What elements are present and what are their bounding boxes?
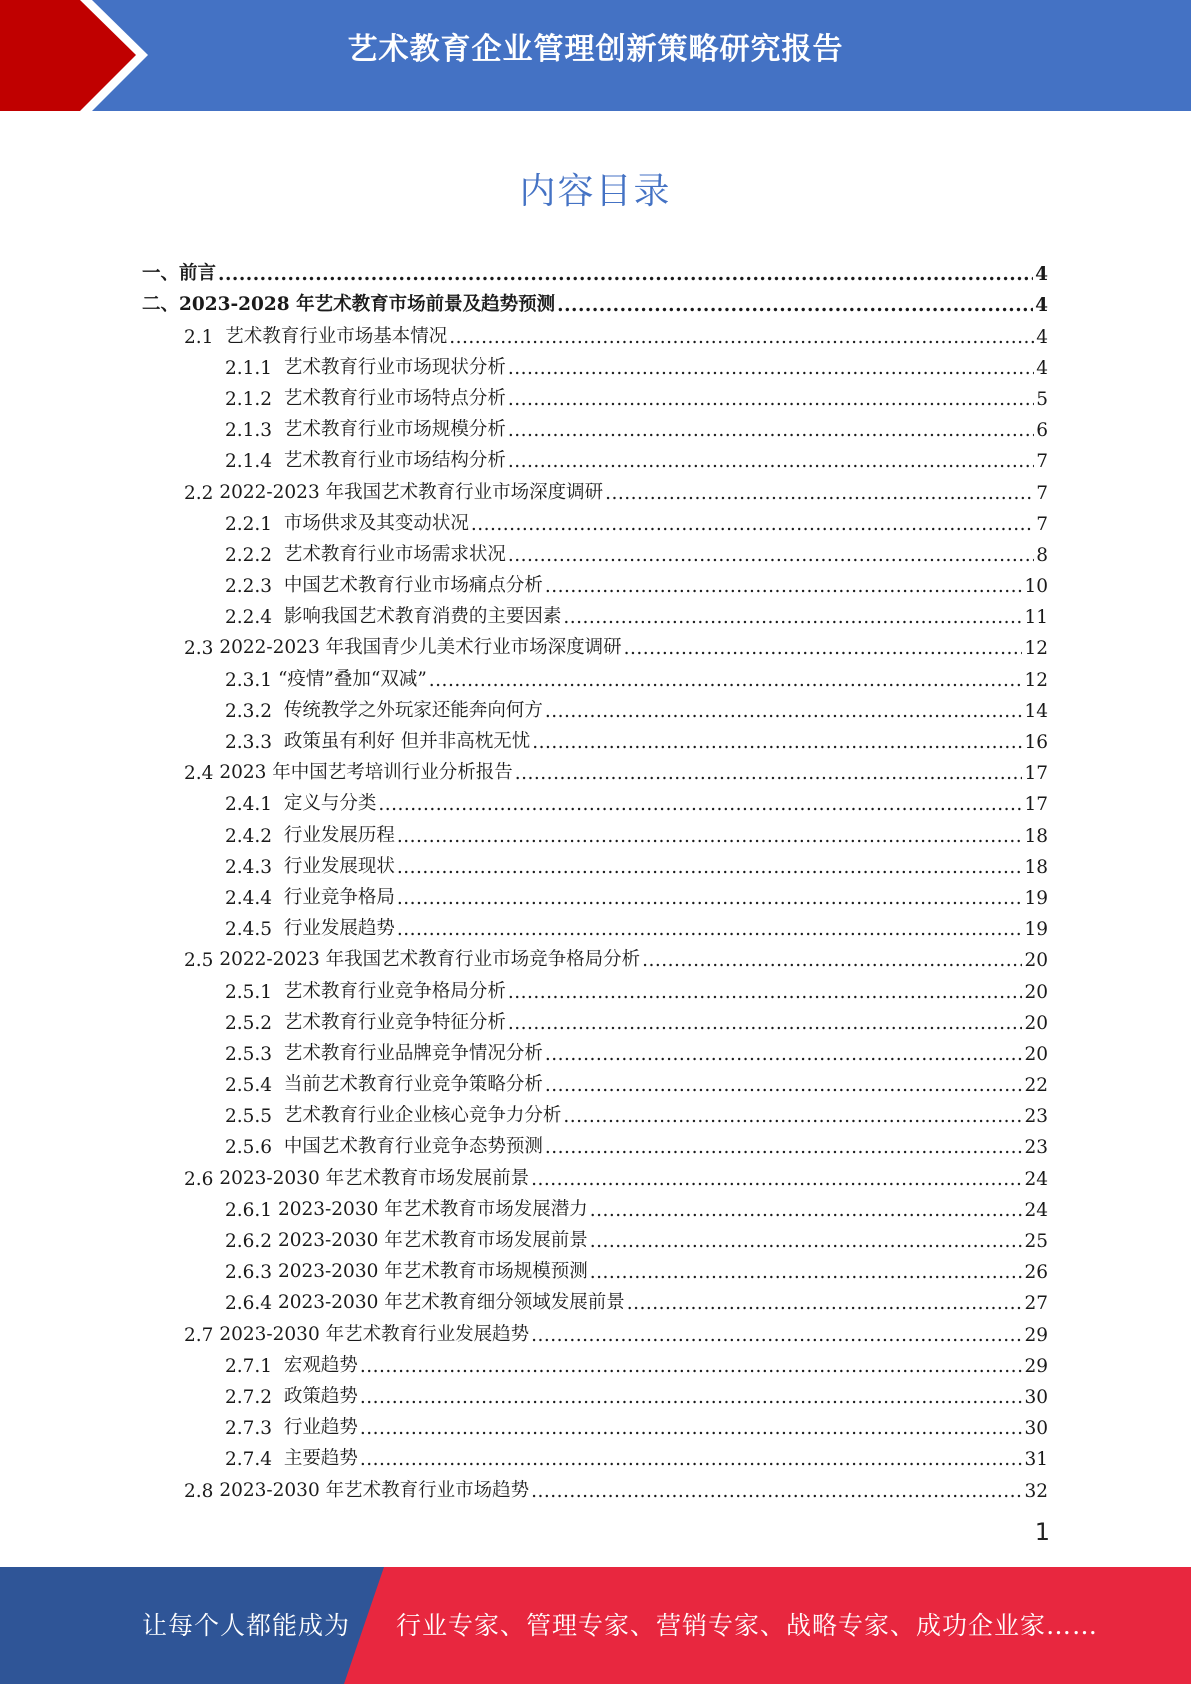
toc-entry-page: 20 (1024, 950, 1048, 972)
toc-entry[interactable] (142, 815, 1048, 846)
toc-leader-dots (378, 794, 1022, 815)
toc-entry[interactable] (142, 566, 1048, 597)
toc-entry-title: 行业竞争格局 (283, 886, 395, 908)
toc-entry[interactable] (142, 847, 1048, 878)
toc-leader-dots (545, 1044, 1023, 1065)
toc-entry-title: 2023-2030 年艺术教育市场发展前景 (219, 1167, 530, 1189)
toc-entry-number: 2.1 (184, 326, 226, 348)
toc-entry-page: 27 (1024, 1293, 1048, 1315)
toc-entry-title: 前言 (179, 263, 217, 285)
toc-entry-number: 2.4.1 (225, 794, 284, 816)
toc-leader-dots (563, 1106, 1022, 1127)
toc-entry-number: 2.4.3 (225, 856, 284, 878)
toc-entry-title: 2023-2030 年艺术教育市场发展前景 (277, 1230, 588, 1251)
toc-entry-page: 6 (1036, 420, 1048, 442)
toc-leader-dots (508, 1013, 1023, 1034)
toc-leader-dots (605, 483, 1034, 504)
toc-entry-title: 艺术教育行业企业核心竞争力分析 (283, 1105, 562, 1127)
toc-entry-page: 19 (1024, 919, 1048, 941)
toc-entry-number: 2.5.2 (225, 1012, 284, 1034)
toc-entry-number: 2.7.2 (225, 1386, 284, 1408)
toc-leader-dots (471, 514, 1034, 535)
toc-leader-dots (590, 1200, 1023, 1221)
toc-entry-number: 2.6.2 (225, 1231, 278, 1252)
toc-entry-number: 2.3.3 (225, 732, 284, 753)
toc-entry-title: 艺术教育行业市场规模分析 (283, 419, 506, 441)
toc-entry[interactable] (142, 971, 1048, 1002)
footer-slogan-left: 让每个人都能成为 (142, 1611, 351, 1640)
toc-leader-dots (624, 638, 1023, 659)
footer-banner (0, 1567, 1191, 1684)
toc-entry-title: 2023-2028 年艺术教育市场前景及趋势预测 (179, 294, 556, 316)
toc-entry-page: 24 (1024, 1168, 1048, 1190)
toc-entry-page: 29 (1024, 1355, 1048, 1377)
toc-entry-page: 5 (1036, 388, 1048, 410)
toc-entry[interactable] (142, 597, 1048, 628)
toc-entry-title: 2022-2023 年我国青少儿美术行业市场深度调研 (219, 637, 622, 659)
toc-entry-number: 2.4 (184, 763, 220, 785)
toc-entry-title: 中国艺术教育行业竞争态势预测 (283, 1136, 543, 1158)
toc-entry-title: 政策虽有利好 但并非高枕无忧 (283, 731, 531, 752)
toc-entry-number: 2.5.1 (225, 981, 284, 1003)
toc-entry-page: 19 (1024, 887, 1048, 909)
toc-entry-number: 2.3.2 (225, 700, 284, 722)
toc-entry-page: 10 (1024, 576, 1048, 598)
toc-entry-page: 7 (1036, 451, 1048, 473)
toc-entry-title: 2023-2030 年艺术教育细分领域发展前景 (277, 1292, 625, 1314)
toc-leader-dots (531, 1325, 1022, 1346)
toc-entry-page: 4 (1035, 295, 1048, 317)
toc-leader-dots (515, 763, 1023, 784)
toc-leader-dots (508, 389, 1034, 410)
toc-entry-page: 20 (1024, 981, 1048, 1003)
toc-entry-number: 2.5.6 (225, 1137, 284, 1159)
toc-leader-dots (545, 576, 1023, 597)
toc-entry-number: 2.3 (184, 638, 220, 660)
toc-entry[interactable] (142, 504, 1048, 535)
toc-leader-dots (557, 295, 1033, 316)
toc-entry-number: 2.6.3 (225, 1262, 278, 1284)
toc-entry-page: 30 (1024, 1386, 1048, 1408)
toc-entry-page: 24 (1024, 1199, 1048, 1221)
toc-entry[interactable] (142, 1470, 1048, 1501)
toc-entry-page: 20 (1024, 1043, 1048, 1065)
toc-entry-number: 2.2.4 (225, 607, 284, 629)
footer-slogan-right: 行业专家、管理专家、营销专家、战略专家、成功企业家…… (396, 1611, 1099, 1640)
toc-entry-title: 2023 年中国艺考培训行业分析报告 (219, 762, 513, 784)
toc-entry[interactable] (142, 254, 1048, 285)
toc-entry-title: 艺术教育行业市场需求状况 (283, 543, 506, 565)
toc-entry-title: 行业趋势 (283, 1417, 358, 1439)
toc-entry-title: 当前艺术教育行业竞争策略分析 (283, 1074, 543, 1096)
toc-entry-page: 32 (1024, 1480, 1048, 1502)
toc-leader-dots (218, 264, 1033, 285)
toc-entry[interactable] (142, 1096, 1048, 1127)
toc-leader-dots (397, 826, 1023, 847)
toc-leader-dots (627, 1293, 1023, 1314)
toc-entry-number: 2.5.3 (225, 1043, 284, 1065)
toc-entry-title: 艺术教育行业竞争格局分析 (283, 980, 506, 1002)
toc-leader-dots (531, 1481, 1022, 1502)
toc-leader-dots (508, 982, 1023, 1003)
toc-entry[interactable] (142, 316, 1048, 347)
toc-entry[interactable] (142, 1408, 1048, 1439)
toc-leader-dots (531, 1169, 1022, 1190)
toc-entry-title: 2023-2030 年艺术教育行业发展趋势 (219, 1323, 530, 1345)
toc-entry-page: 4 (1035, 264, 1048, 286)
toc-leader-dots (642, 950, 1022, 971)
toc-entry-number: 2.1.2 (225, 388, 284, 410)
toc-entry-number: 2.2 (184, 482, 220, 504)
toc-entry[interactable] (142, 909, 1048, 940)
toc-entry-page: 20 (1024, 1012, 1048, 1034)
toc-entry[interactable] (142, 1065, 1048, 1096)
toc-leader-dots (563, 607, 1022, 628)
toc-entry-number: 2.2.3 (225, 576, 284, 598)
toc-entry[interactable] (142, 1034, 1048, 1065)
toc-entry[interactable] (142, 1439, 1048, 1470)
toc-entry[interactable] (142, 628, 1048, 659)
toc-entry-page: 7 (1036, 513, 1048, 535)
toc-entry[interactable] (142, 1221, 1048, 1252)
toc-entry-number: 2.7.3 (225, 1418, 284, 1440)
toc-entry-title: 宏观趋势 (283, 1354, 358, 1376)
toc-entry-number: 2.5.4 (225, 1075, 284, 1097)
toc-entry[interactable] (142, 1314, 1048, 1345)
report-title: 艺术教育企业管理创新策略研究报告 (347, 32, 844, 67)
toc-entry[interactable] (142, 1003, 1048, 1034)
toc-entry-title: 艺术教育行业品牌竞争情况分析 (283, 1042, 543, 1064)
toc-entry[interactable] (142, 878, 1048, 909)
toc-entry-title: 市场供求及其变动状况 (283, 512, 469, 534)
toc-entry-number: 2.2.1 (225, 513, 284, 535)
toc-entry[interactable] (142, 659, 1048, 690)
toc-leader-dots (532, 732, 1022, 753)
toc-entry-page: 4 (1036, 326, 1048, 348)
toc-entry-page: 25 (1024, 1231, 1048, 1252)
toc-leader-dots (397, 857, 1023, 878)
toc-leader-dots (545, 1137, 1023, 1158)
toc-entry-title: 政策趋势 (283, 1385, 358, 1407)
toc-entry-number: 2.1.4 (225, 451, 284, 473)
toc-leader-dots (508, 358, 1034, 379)
toc-entry-page: 23 (1024, 1106, 1048, 1128)
toc-entry-page: 12 (1024, 669, 1048, 691)
toc-entry-number: 二、 (142, 294, 180, 316)
toc-leader-dots (545, 1075, 1023, 1096)
toc-leader-dots (508, 420, 1034, 441)
toc-entry[interactable] (142, 753, 1048, 784)
toc-entry[interactable] (142, 1377, 1048, 1408)
toc-leader-dots (508, 451, 1034, 472)
toc-entry-title: 艺术教育行业市场现状分析 (283, 356, 506, 378)
toc-leader-dots (508, 545, 1034, 566)
toc-entry-title: 行业发展历程 (283, 824, 395, 846)
toc-entry-page: 26 (1024, 1262, 1048, 1284)
toc-entry[interactable] (142, 1127, 1048, 1158)
toc-entry-title: 影响我国艺术教育消费的主要因素 (283, 606, 562, 628)
toc-entry-title: 传统教学之外玩家还能奔向何方 (283, 699, 543, 721)
toc-entry-number: 2.7 (184, 1324, 220, 1346)
table-of-contents (142, 254, 1048, 1502)
toc-entry[interactable] (142, 348, 1048, 379)
toc-entry-number: 2.1.3 (225, 420, 284, 442)
toc-entry[interactable] (142, 285, 1048, 316)
toc-entry-number: 2.3.1 (225, 669, 278, 691)
toc-entry-page: 18 (1024, 856, 1048, 878)
toc-entry-number: 2.2.2 (225, 544, 284, 566)
toc-entry-number: 2.7.1 (225, 1355, 284, 1377)
toc-entry-page: 7 (1036, 482, 1048, 504)
toc-entry-page: 29 (1024, 1324, 1048, 1346)
toc-entry[interactable] (142, 441, 1048, 472)
toc-entry-page: 16 (1024, 732, 1048, 753)
toc-entry-title: 行业发展现状 (283, 855, 395, 877)
toc-entry[interactable] (142, 410, 1048, 441)
toc-entry-page: 8 (1036, 544, 1048, 566)
toc-entry-number: 2.5 (184, 950, 220, 972)
toc-entry-title: 2022-2023 年我国艺术教育行业市场深度调研 (219, 481, 604, 503)
toc-entry-number: 2.6.1 (225, 1199, 278, 1221)
toc-leader-dots (360, 1387, 1023, 1408)
toc-entry-number: 2.5.5 (225, 1106, 284, 1128)
toc-leader-dots (360, 1418, 1023, 1439)
toc-leader-dots (360, 1449, 1023, 1470)
header-banner (0, 0, 1191, 111)
toc-entry-page: 12 (1024, 638, 1048, 660)
toc-entry[interactable] (142, 1190, 1048, 1221)
toc-entry-page: 14 (1024, 700, 1048, 722)
toc-entry[interactable] (142, 1346, 1048, 1377)
toc-entry-page: 30 (1024, 1418, 1048, 1440)
toc-entry-page: 22 (1024, 1075, 1048, 1097)
toc-entry[interactable] (142, 691, 1048, 722)
toc-entry-number: 2.4.2 (225, 825, 284, 847)
toc-leader-dots (360, 1356, 1023, 1377)
toc-entry-title: 2022-2023 年我国艺术教育行业市场竞争格局分析 (219, 949, 641, 971)
toc-entry[interactable] (142, 784, 1048, 815)
toc-entry-page: 17 (1024, 763, 1048, 785)
toc-entry-page: 23 (1024, 1137, 1048, 1159)
toc-entry-number: 一、 (142, 263, 180, 285)
toc-entry-title: 行业发展趋势 (283, 918, 395, 940)
toc-leader-dots (590, 1262, 1023, 1283)
toc-entry[interactable] (142, 722, 1048, 753)
toc-entry[interactable] (142, 1283, 1048, 1314)
toc-entry[interactable] (142, 535, 1048, 566)
toc-entry-page: 17 (1024, 794, 1048, 816)
toc-leader-dots (429, 670, 1023, 691)
toc-entry-title: 主要趋势 (283, 1448, 358, 1470)
toc-entry-number: 2.7.4 (225, 1449, 284, 1471)
toc-entry[interactable] (142, 472, 1048, 503)
toc-entry-title: 2023-2030 年艺术教育市场发展潜力 (277, 1198, 588, 1220)
toc-entry-number: 2.1.1 (225, 357, 284, 379)
toc-entry-title: 艺术教育行业市场特点分析 (283, 387, 506, 409)
toc-entry-title: 艺术教育行业市场结构分析 (283, 450, 506, 472)
toc-entry-number: 2.6 (184, 1168, 220, 1190)
toc-entry[interactable] (142, 1252, 1048, 1283)
toc-entry-number: 2.4.5 (225, 919, 284, 941)
toc-leader-dots (397, 919, 1023, 940)
toc-entry-page: 4 (1036, 357, 1048, 379)
toc-entry-title: 艺术教育行业市场基本情况 (225, 325, 448, 347)
toc-entry[interactable] (142, 940, 1048, 971)
toc-entry-title: 2023-2030 年艺术教育市场规模预测 (277, 1261, 588, 1283)
page-number: 1 (1034, 1518, 1050, 1546)
toc-entry-page: 11 (1024, 607, 1048, 629)
toc-entry-page: 31 (1024, 1449, 1048, 1471)
toc-entry[interactable] (142, 379, 1048, 410)
toc-title: 内容目录 (519, 171, 672, 212)
toc-entry[interactable] (142, 1158, 1048, 1189)
toc-entry-number: 2.6.4 (225, 1293, 278, 1315)
toc-entry-title: 定义与分类 (283, 793, 377, 815)
toc-leader-dots (397, 888, 1023, 909)
toc-entry-number: 2.8 (184, 1480, 220, 1502)
toc-entry-page: 18 (1024, 825, 1048, 847)
toc-entry-title: 艺术教育行业竞争特征分析 (283, 1011, 506, 1033)
toc-entry-title: 2023-2030 年艺术教育行业市场趋势 (219, 1479, 530, 1501)
toc-leader-dots (449, 327, 1034, 348)
toc-leader-dots (590, 1231, 1023, 1252)
toc-entry-title: 中国艺术教育行业市场痛点分析 (283, 575, 543, 597)
toc-entry-title: “疫情”叠加“双减” (277, 668, 427, 690)
toc-entry-number: 2.4.4 (225, 887, 284, 909)
toc-leader-dots (545, 701, 1023, 722)
